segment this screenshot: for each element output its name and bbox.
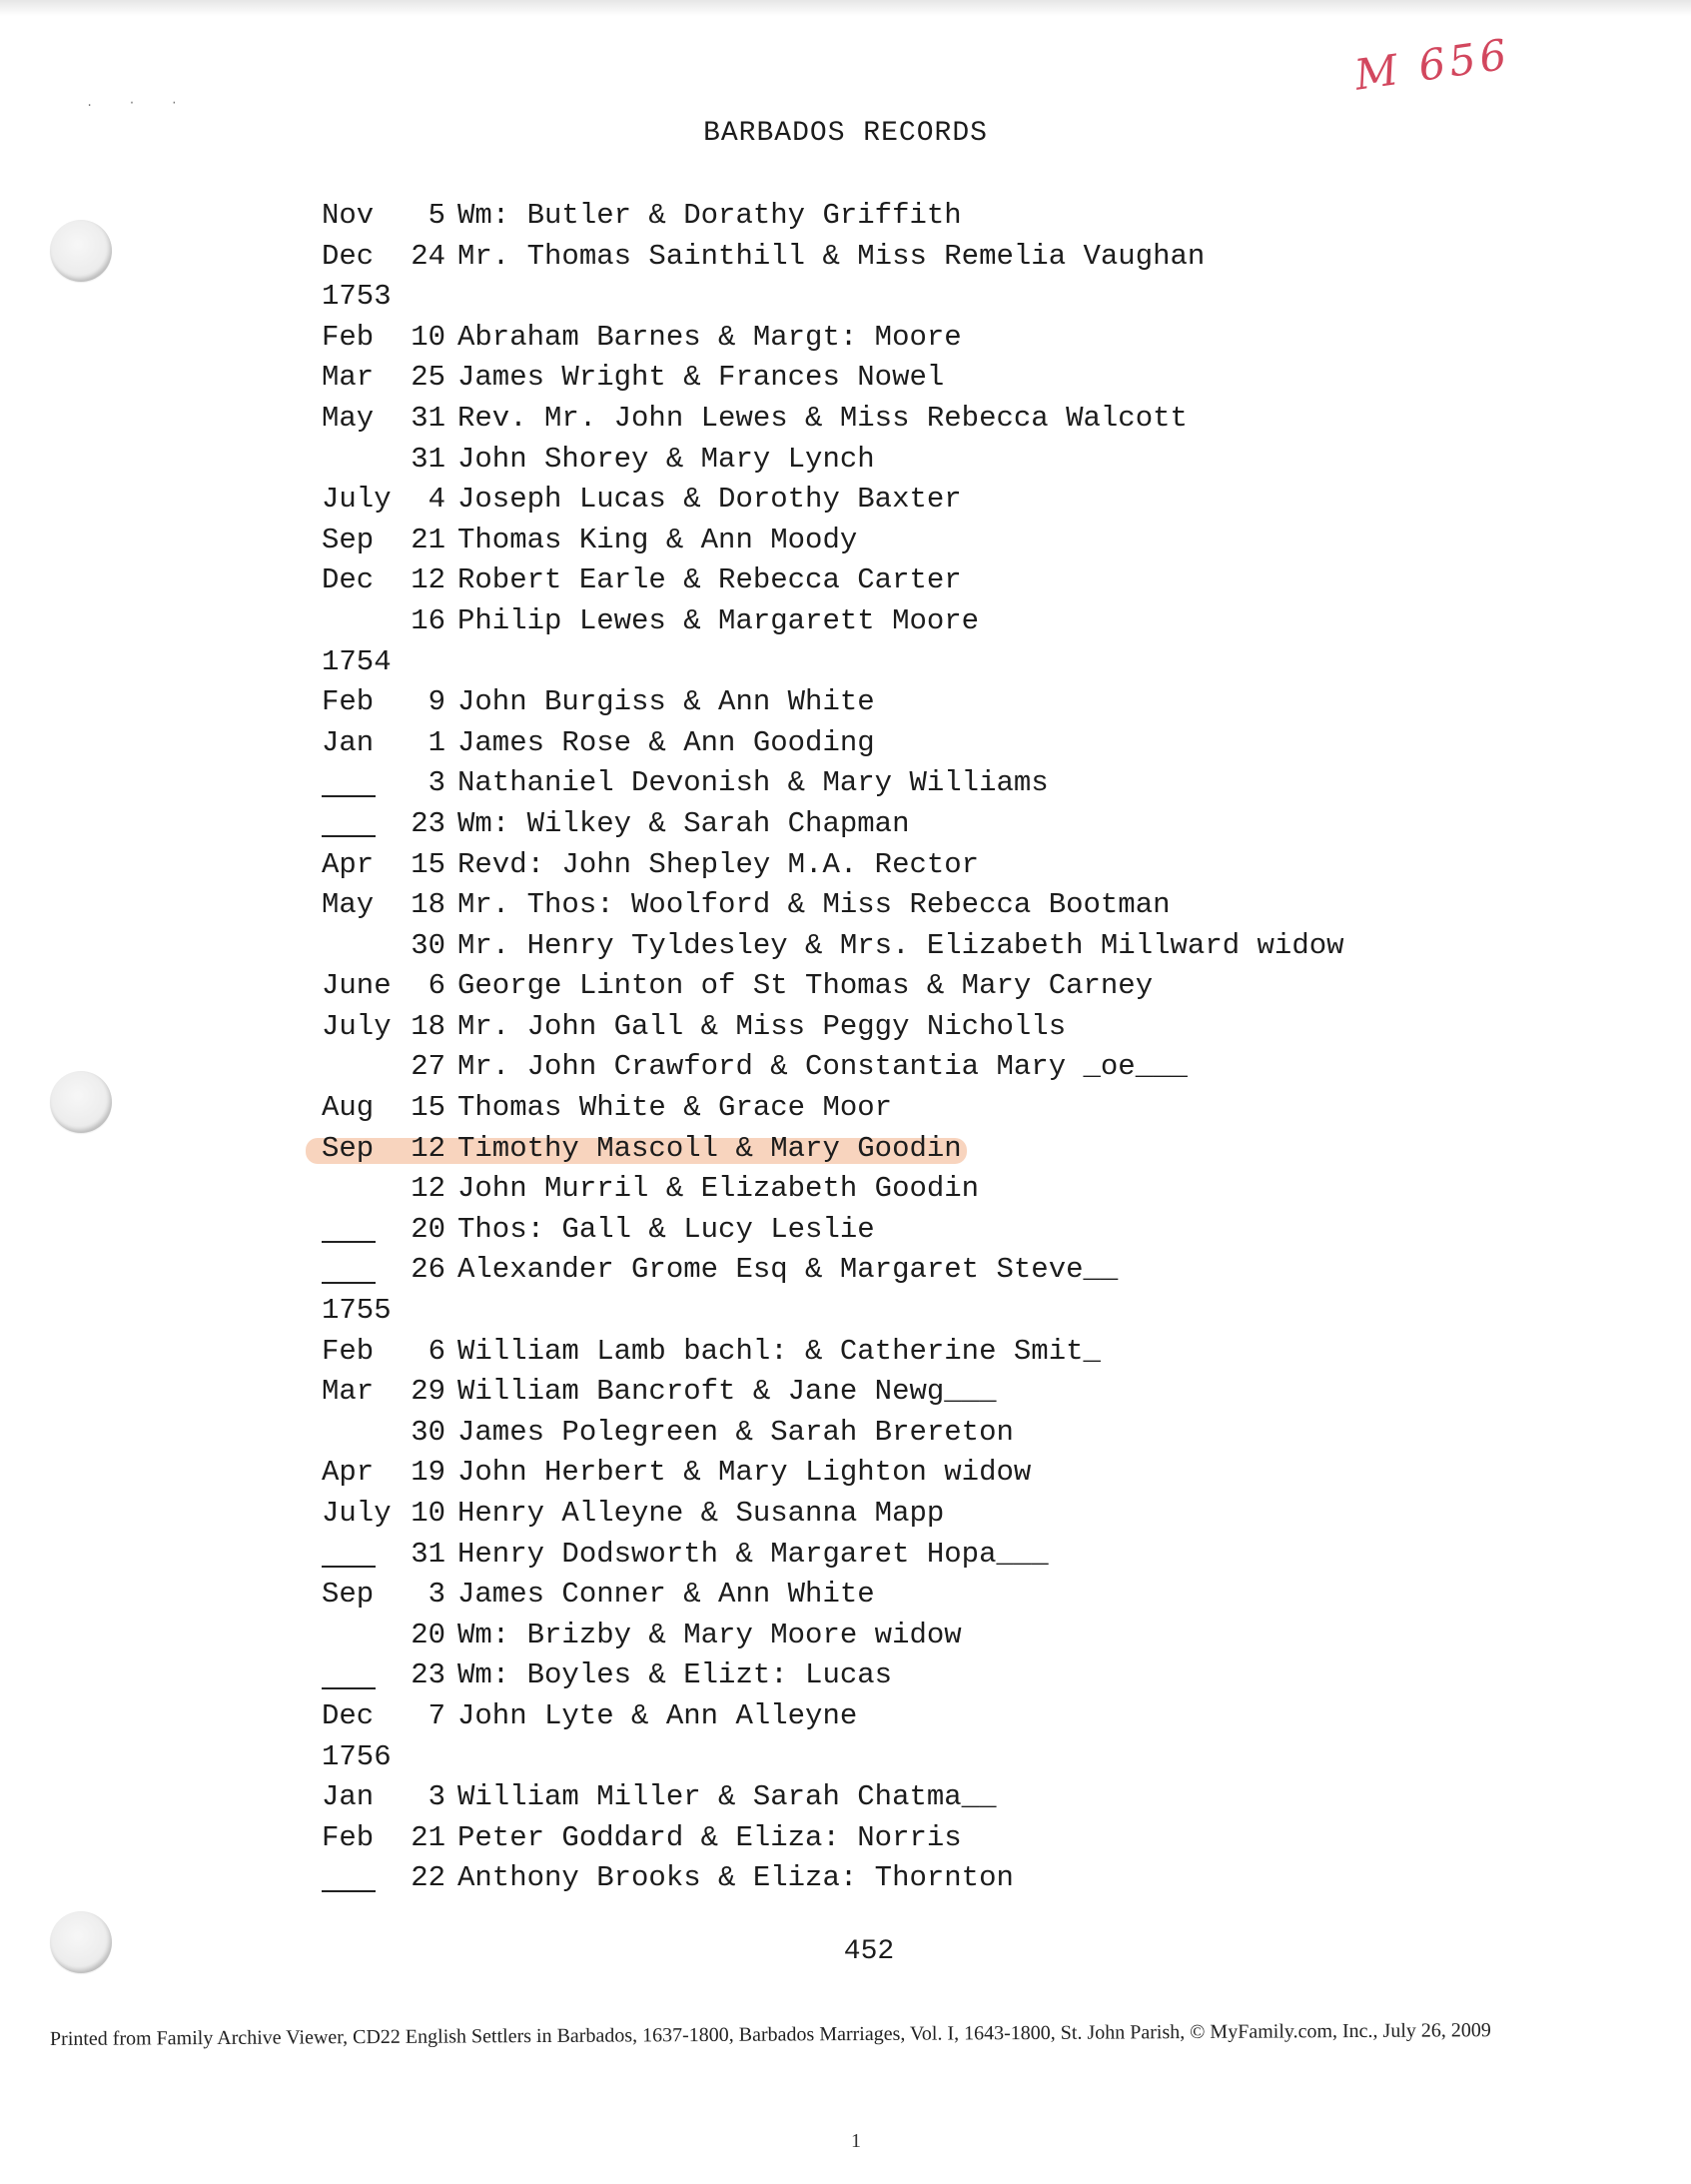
record-names: James Conner & Ann White (457, 1578, 875, 1612)
page-title: BARBADOS RECORDS (703, 118, 988, 149)
binder-hole-top (50, 220, 112, 282)
record-row (322, 399, 1344, 440)
record-names: John Murril & Elizabeth Goodin (457, 1172, 980, 1206)
print-footer: Printed from Family Archive Viewer, CD22 English Settlers in Barbados, 1637-1800, Barbados Marriages, Vol. I, 1643-1800, St. John Parish, © MyFamily.com, Inc., July 26, 2009 (49, 2019, 1491, 2050)
year-label: 1756 (322, 1739, 392, 1773)
record-row (322, 1129, 1344, 1170)
record-row (322, 1007, 1344, 1048)
record-names: Henry Dodsworth & Margaret Hopa___ (457, 1537, 1049, 1571)
record-month: Sep (322, 1131, 375, 1165)
record-day: 12 (411, 563, 445, 597)
record-day: 18 (411, 1009, 445, 1043)
record-day: 1 (427, 725, 445, 759)
record-row (322, 763, 1344, 804)
record-names: Nathaniel Devonish & Mary Williams (457, 766, 1049, 800)
record-row (322, 1413, 1344, 1454)
record-row (322, 1858, 1344, 1899)
record-month: Nov (322, 199, 375, 232)
record-row (322, 1494, 1344, 1535)
record-row (322, 966, 1344, 1007)
record-row (322, 1047, 1344, 1088)
record-row (322, 1332, 1344, 1373)
record-row (322, 237, 1344, 278)
record-month (322, 1564, 376, 1568)
record-row (322, 1575, 1344, 1616)
record-names: William Lamb bachl: & Catherine Smit_ (457, 1334, 1101, 1368)
record-names: George Linton of St Thomas & Mary Carney (457, 969, 1154, 1003)
record-names: James Rose & Ann Gooding (457, 725, 875, 759)
record-month: Sep (322, 1578, 375, 1612)
year-heading (322, 1291, 1344, 1332)
record-day: 31 (411, 442, 445, 476)
record-names: Wm: Boyles & Elizt: Lucas (457, 1658, 893, 1692)
record-row (322, 885, 1344, 926)
record-month: Jan (322, 725, 375, 759)
record-day: 3 (427, 766, 445, 800)
record-names: Mr. Henry Tyldesley & Mrs. Elizabeth Millward widow (457, 928, 1344, 962)
record-row (322, 196, 1344, 237)
record-month: Mar (322, 361, 375, 395)
record-month: July (322, 1009, 392, 1043)
binder-hole-middle (50, 1071, 112, 1133)
record-month: May (322, 888, 375, 922)
record-day: 20 (411, 1212, 445, 1246)
record-month: Feb (322, 1334, 375, 1368)
record-day: 20 (411, 1618, 445, 1651)
record-names: Peter Goddard & Eliza: Norris (457, 1820, 962, 1854)
record-names: Thomas King & Ann Moody (457, 523, 858, 556)
record-month: Apr (322, 847, 375, 881)
record-names: William Bancroft & Jane Newg___ (457, 1375, 997, 1409)
record-row (322, 1777, 1344, 1818)
record-row (322, 1372, 1344, 1413)
record-month: Dec (322, 1698, 375, 1732)
record-day: 6 (427, 1334, 445, 1368)
record-month (322, 1888, 376, 1892)
record-month: Aug (322, 1091, 375, 1125)
record-day: 3 (427, 1578, 445, 1612)
record-day: 7 (427, 1698, 445, 1732)
record-names: Mr. John Gall & Miss Peggy Nicholls (457, 1009, 1067, 1043)
record-day: 5 (427, 199, 445, 232)
record-names: John Shorey & Mary Lynch (457, 442, 875, 476)
record-day: 12 (411, 1172, 445, 1206)
record-month: Sep (322, 523, 375, 556)
record-names: John Lyte & Ann Alleyne (457, 1698, 858, 1732)
record-month: Feb (322, 685, 375, 719)
record-day: 30 (411, 928, 445, 962)
page-number: 452 (843, 1936, 895, 1967)
record-row (322, 926, 1344, 967)
record-day: 12 (411, 1131, 445, 1165)
year-heading (322, 1737, 1344, 1778)
record-day: 25 (411, 361, 445, 395)
record-names: Mr. Thomas Sainthill & Miss Remelia Vaughan (457, 239, 1206, 273)
record-row (322, 682, 1344, 723)
record-month (322, 1239, 376, 1243)
record-day: 6 (427, 969, 445, 1003)
record-row (322, 440, 1344, 481)
record-day: 31 (411, 1537, 445, 1571)
record-row (322, 1535, 1344, 1576)
record-month: Dec (322, 239, 375, 273)
record-month (322, 793, 376, 797)
record-row (322, 845, 1344, 886)
record-month: Feb (322, 1820, 375, 1854)
record-names: James Wright & Frances Nowel (457, 361, 945, 395)
record-row (322, 1453, 1344, 1494)
record-day: 4 (427, 483, 445, 517)
record-day: 10 (411, 320, 445, 354)
record-names: William Miller & Sarah Chatma__ (457, 1780, 997, 1814)
record-day: 16 (411, 603, 445, 637)
record-month (322, 833, 376, 837)
record-row (322, 358, 1344, 399)
record-names: Anthony Brooks & Eliza: Thornton (457, 1861, 1014, 1895)
record-names: Philip Lewes & Margarett Moore (457, 603, 980, 637)
record-names: Mr. Thos: Woolford & Miss Rebecca Bootman (457, 888, 1171, 922)
record-day: 29 (411, 1375, 445, 1409)
record-names: Wm: Wilkey & Sarah Chapman (457, 806, 910, 840)
record-names: Alexander Grome Esq & Margaret Steve__ (457, 1253, 1119, 1287)
record-day: 22 (411, 1861, 445, 1895)
record-row (322, 1210, 1344, 1251)
record-names: Timothy Mascoll & Mary Goodin (457, 1131, 962, 1165)
record-day: 21 (411, 1820, 445, 1854)
record-row (322, 1169, 1344, 1210)
scan-specks: . · · (86, 96, 193, 110)
record-names: Thos: Gall & Lucy Leslie (457, 1212, 875, 1246)
record-names: Abraham Barnes & Margt: Moore (457, 320, 962, 354)
record-day: 23 (411, 806, 445, 840)
record-row (322, 318, 1344, 359)
year-heading (322, 277, 1344, 318)
handwritten-annotation: M 656 (1351, 29, 1514, 100)
record-day: 10 (411, 1497, 445, 1530)
record-month: July (322, 483, 392, 517)
record-row (322, 601, 1344, 642)
marriage-records-list (322, 196, 1344, 1899)
record-row (322, 1088, 1344, 1129)
record-names: Wm: Butler & Dorathy Griffith (457, 199, 962, 232)
record-month: Dec (322, 563, 375, 597)
record-day: 9 (427, 685, 445, 719)
year-label: 1755 (322, 1294, 392, 1328)
record-names: James Polegreen & Sarah Brereton (457, 1415, 1014, 1449)
record-month: June (322, 969, 392, 1003)
record-month: Mar (322, 1375, 375, 1409)
record-day: 26 (411, 1253, 445, 1287)
record-month (322, 1280, 376, 1284)
record-row (322, 1250, 1344, 1291)
record-month: Jan (322, 1780, 375, 1814)
record-names: Henry Alleyne & Susanna Mapp (457, 1497, 945, 1530)
year-label: 1753 (322, 280, 392, 314)
record-row (322, 1655, 1344, 1696)
record-row (322, 723, 1344, 764)
record-month: Feb (322, 320, 375, 354)
record-names: Revd: John Shepley M.A. Rector (457, 847, 980, 881)
record-day: 24 (411, 239, 445, 273)
printout-page-number: 1 (851, 2130, 861, 2152)
record-names: Wm: Brizby & Mary Moore widow (457, 1618, 962, 1651)
record-names: Robert Earle & Rebecca Carter (457, 563, 962, 597)
record-month (322, 1685, 376, 1689)
record-row (322, 480, 1344, 521)
record-row (322, 521, 1344, 561)
record-day: 15 (411, 1091, 445, 1125)
scan-top-edge (0, 0, 1691, 16)
record-row (322, 1696, 1344, 1737)
record-day: 23 (411, 1658, 445, 1692)
record-day: 30 (411, 1415, 445, 1449)
record-day: 18 (411, 888, 445, 922)
record-row (322, 1818, 1344, 1859)
record-day: 15 (411, 847, 445, 881)
record-names: Rev. Mr. John Lewes & Miss Rebecca Walcott (457, 401, 1188, 435)
record-names: Thomas White & Grace Moor (457, 1091, 893, 1125)
record-month: Apr (322, 1456, 375, 1490)
record-day: 27 (411, 1050, 445, 1084)
record-names: John Burgiss & Ann White (457, 685, 875, 719)
record-month: July (322, 1497, 392, 1530)
record-row (322, 1616, 1344, 1656)
record-month: May (322, 401, 375, 435)
record-day: 21 (411, 523, 445, 556)
record-names: Joseph Lucas & Dorothy Baxter (457, 483, 962, 517)
record-row (322, 560, 1344, 601)
year-label: 1754 (322, 644, 392, 678)
record-day: 3 (427, 1780, 445, 1814)
record-row (322, 804, 1344, 845)
record-day: 19 (411, 1456, 445, 1490)
record-names: Mr. John Crawford & Constantia Mary _oe___ (457, 1050, 1188, 1084)
record-day: 31 (411, 401, 445, 435)
year-heading (322, 642, 1344, 683)
record-names: John Herbert & Mary Lighton widow (457, 1456, 1032, 1490)
